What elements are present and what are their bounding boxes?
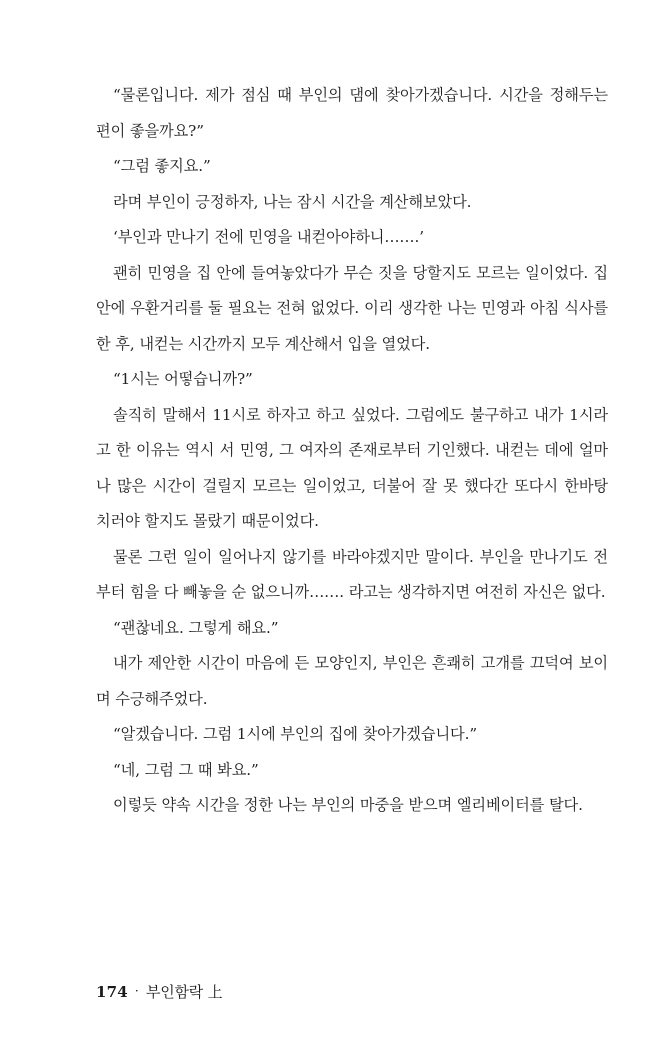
paragraph: 괜히 민영을 집 안에 들여놓았다가 무슨 짓을 당할지도 모르는 일이었다. 집 안에 우환거리를 둘 필요는 전혀 없었다. 이리 생각한 나는 민영과 아침 식사를 한 후, 내컫는 시간까지 모두 계산해서 입을 열었다. [96,263,608,353]
paragraph: “그럼 좋지요.” [113,157,211,175]
page-body [96,78,608,824]
paragraph: ‘부인과 만나기 전에 민영을 내컫아야하니…….’ [113,228,424,246]
paragraph: 이렇듯 약속 시간을 정한 나는 부인의 마중을 받으며 엘리베이터를 탈다. [113,796,583,814]
paragraph: 솔직히 말해서 11시로 하자고 하고 싶었다. 그럼에도 불구하고 내가 1시라고 한 이유는 역시 서 민영, 그 여자의 존재로부터 기인했다. 내컫는 데에 얼마나 많은 시간이 걸릴지 모르는 일이었고, 더불어 잘 못 했다간 또다시 한바탕 치러야 할지도 몰랐기 때문이었다. [96,405,608,530]
paragraph: “알겠습니다. 그럼 1시에 부인의 집에 찾아가겠습니다.” [113,725,477,743]
footer-separator: · [134,984,139,998]
page-number: 174 [96,983,128,1001]
page-footer [96,981,222,1002]
paragraph: “1시는 어떻습니까?” [113,370,253,388]
paragraph: 라며 부인이 긍정하자, 나는 잠시 시간을 계산해보았다. [113,192,472,211]
book-title: 부인함락 上 [145,983,223,1001]
paragraph: “네, 그럼 그 때 봐요.” [113,760,259,779]
paragraph: “괜찮네요. 그렇게 해요.” [113,618,279,637]
paragraph: 물론 그런 일이 일어나지 않기를 바라야겠지만 말이다. 부인을 만나기도 전부터 힘을 다 빼놓을 순 없으니까……. 라고는 생각하지면 여전히 자신은 없다. [96,547,608,601]
paragraph: 내가 제안한 시간이 마음에 든 모양인지, 부인은 흔쾌히 고개를 끄덕여 보이며 수긍해주었다. [96,654,608,708]
paragraph: “물론입니다. 제가 점심 때 부인의 댐에 찾아가겠습니다. 시간을 정해두는 편이 좋을까요?” [96,86,608,140]
